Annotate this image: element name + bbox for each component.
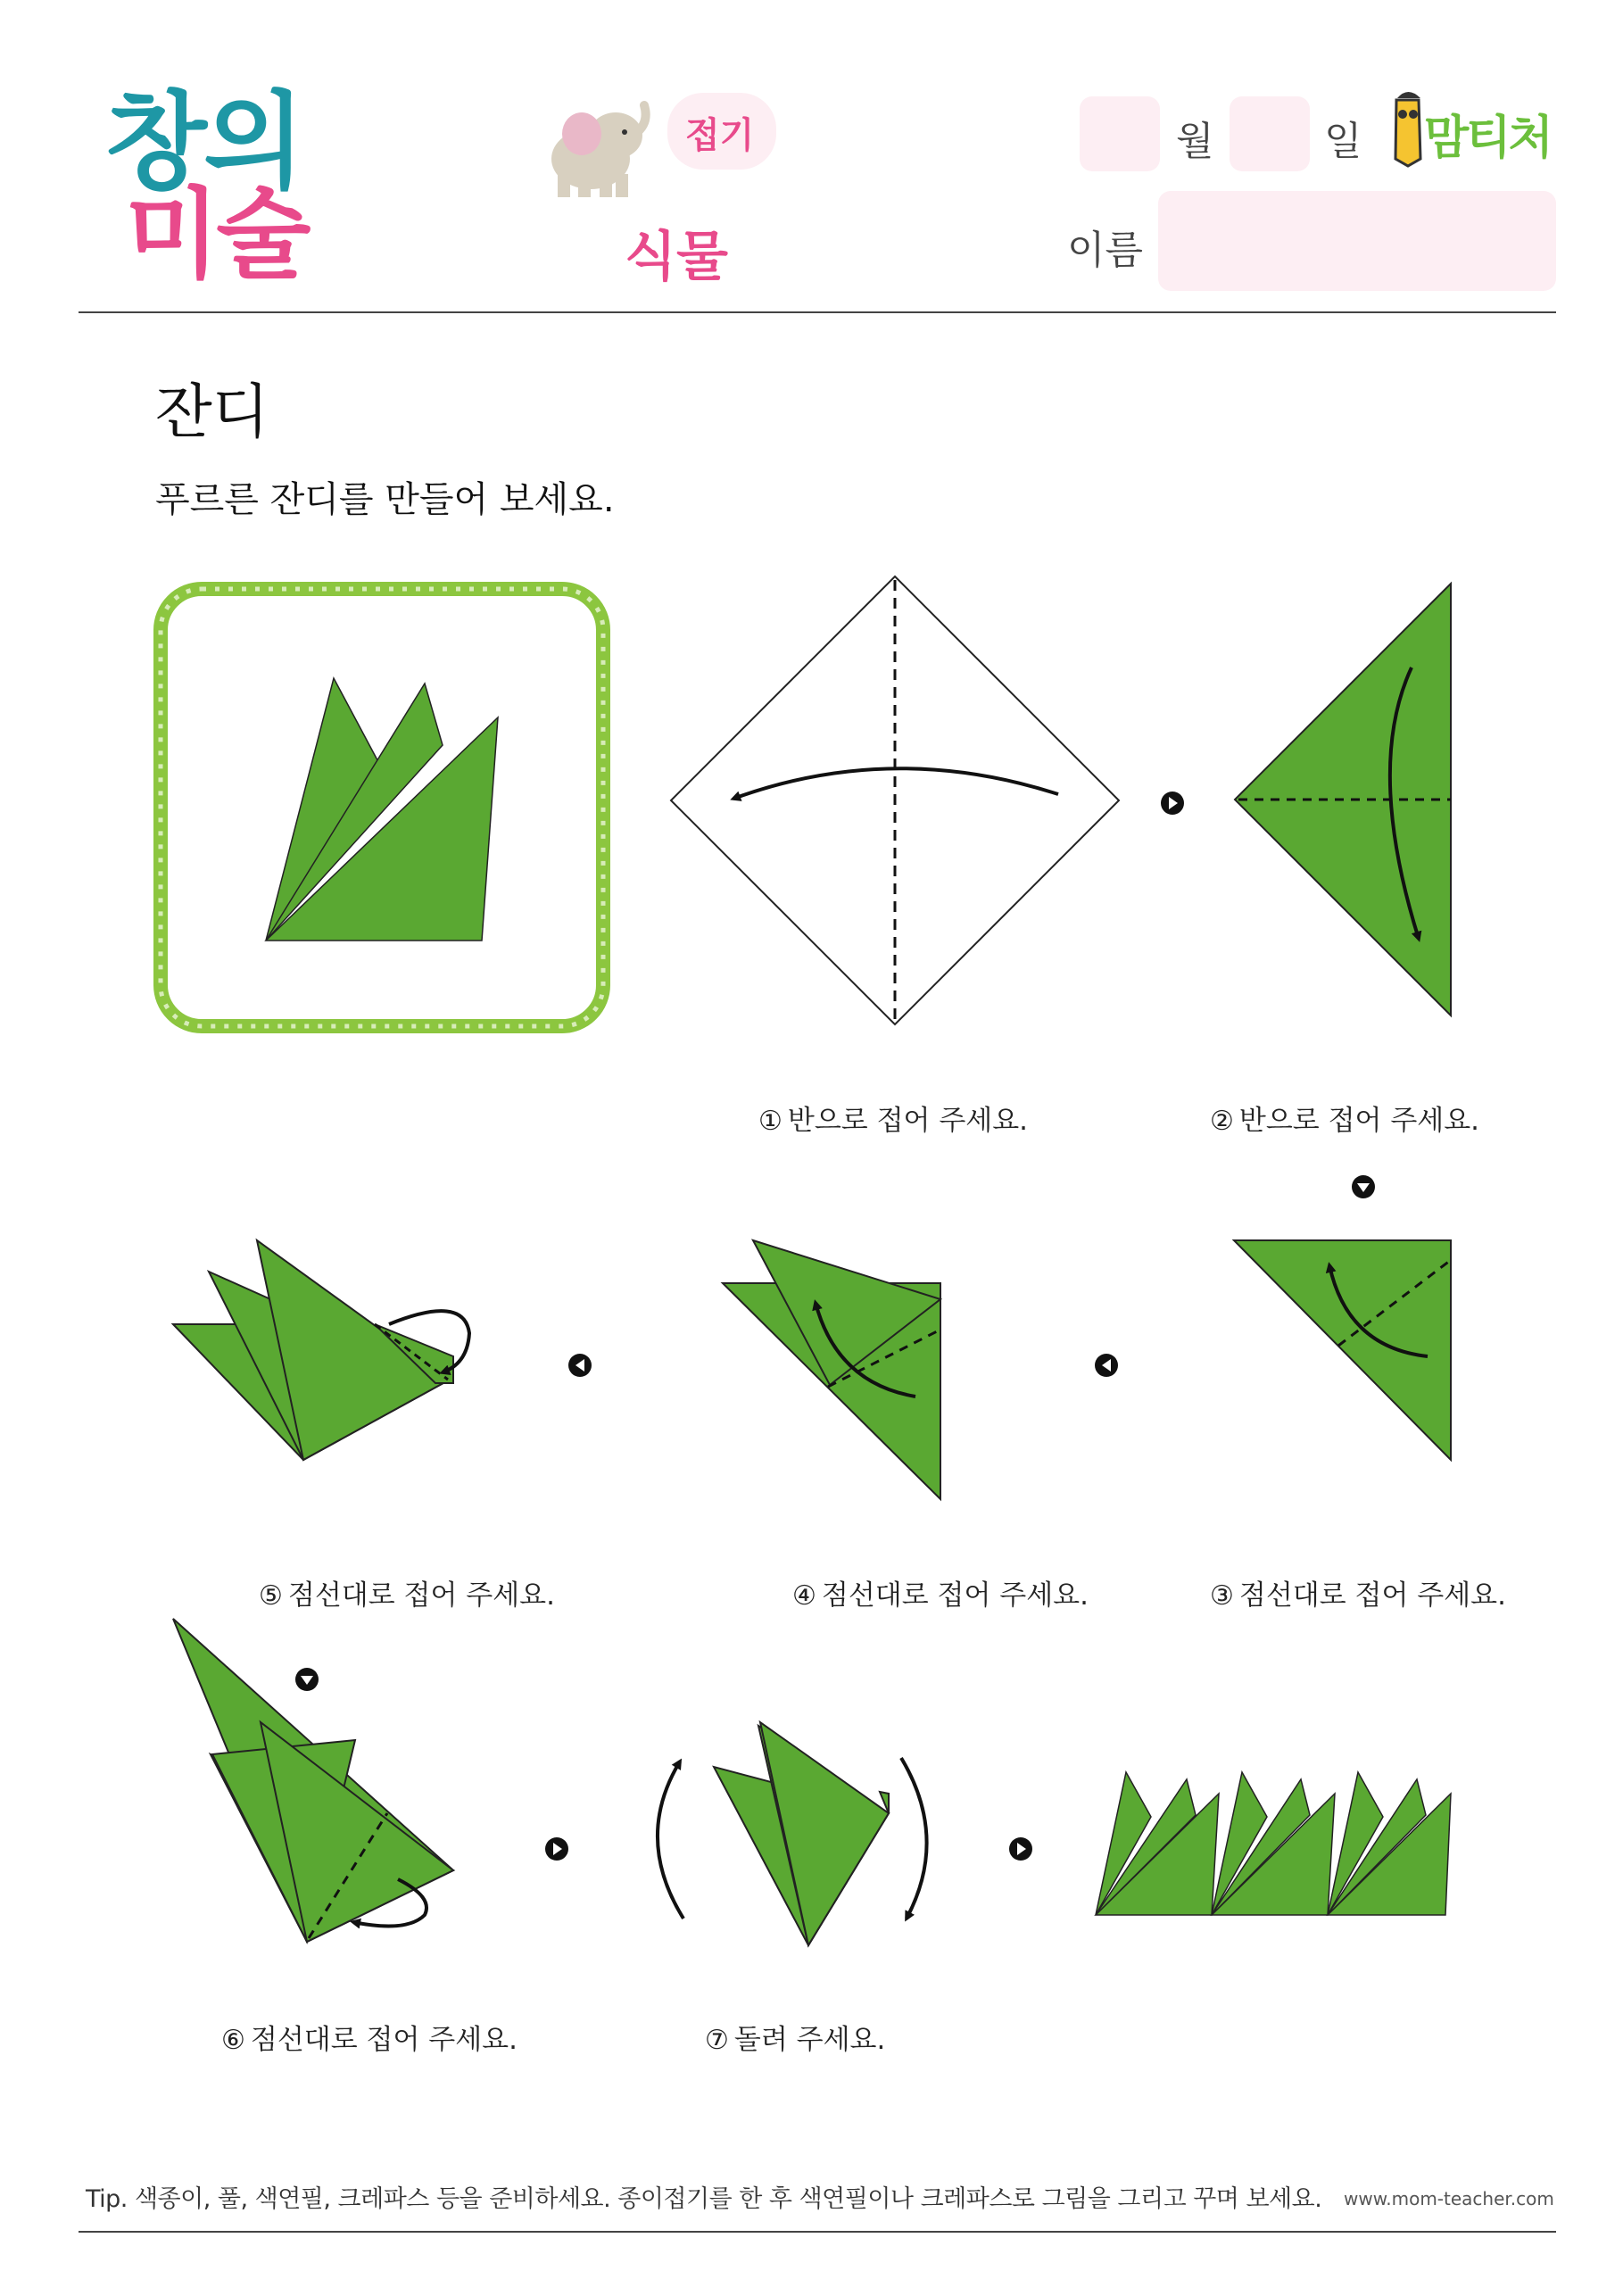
step2-diagram (1235, 584, 1451, 1015)
month-label: 월 (1176, 119, 1214, 164)
day-label: 일 (1324, 119, 1362, 164)
step6-number: ⑥ (221, 2025, 245, 2056)
step5-diagram (173, 1240, 469, 1460)
result-frame (161, 589, 603, 1026)
step3-diagram (1234, 1240, 1451, 1460)
footer-url[interactable]: www.mom-teacher.com (1344, 2188, 1554, 2209)
logo-line-1: 창의 (105, 80, 302, 203)
brand-label: 맘티처 (1424, 112, 1551, 165)
step7-diagram (658, 1722, 927, 1945)
footer-tip: Tip. 색종이, 풀, 색연필, 크레파스 등을 준비하세요. 종이접기를 한 후 색연필이나 크레파스로 그림을 그리고 꾸며 보세요. (86, 2185, 1322, 2213)
step3-number: ③ (1210, 1580, 1234, 1612)
back-arrow-icon (568, 1354, 592, 1377)
down-arrow-icon (1352, 1175, 1375, 1198)
step3-text: 점선대로 접어 주세요. (1238, 1579, 1506, 1612)
step6-caption (221, 2017, 518, 2057)
step6-text: 점선대로 접어 주세요. (250, 2024, 518, 2056)
step5-text: 점선대로 접어 주세요. (287, 1579, 555, 1612)
name-label: 이름 (1067, 228, 1144, 273)
next-arrow-icon (545, 1837, 568, 1861)
page-subtitle: 푸르른 잔디를 만들어 보세요. (155, 479, 615, 520)
final-grass-row (1096, 1772, 1451, 1915)
category-label: 접기 (685, 115, 755, 156)
next-arrow-icon (1161, 792, 1184, 815)
page-title: 잔디 (155, 377, 269, 446)
step1-text: 반으로 접어 주세요. (787, 1105, 1029, 1137)
logo-line-2: 미술 (125, 178, 308, 292)
step7-number: ⑦ (705, 2025, 729, 2056)
step2-number: ② (1210, 1106, 1234, 1137)
subject-label: 식물 (625, 226, 728, 288)
step4-number: ④ (792, 1580, 816, 1612)
step1-diagram (671, 576, 1119, 1024)
step1-caption (758, 1098, 1028, 1138)
step4-text: 점선대로 접어 주세요. (821, 1579, 1089, 1612)
step5-caption (259, 1572, 555, 1612)
footer-divider (79, 2231, 1556, 2233)
step2-caption (1210, 1098, 1479, 1138)
next-arrow-icon (1009, 1837, 1032, 1861)
step7-caption (705, 2017, 885, 2057)
step1-number: ① (758, 1106, 783, 1137)
step5-number: ⑤ (259, 1580, 283, 1612)
step4-diagram (723, 1240, 940, 1499)
step4-caption (792, 1572, 1089, 1612)
down-arrow-icon (295, 1668, 319, 1691)
step6-diagram (173, 1619, 453, 1942)
step3-caption (1210, 1572, 1506, 1612)
back-arrow-icon (1095, 1354, 1118, 1377)
step7-text: 돌려 주세요. (733, 2024, 886, 2056)
step2-text: 반으로 접어 주세요. (1238, 1105, 1480, 1137)
